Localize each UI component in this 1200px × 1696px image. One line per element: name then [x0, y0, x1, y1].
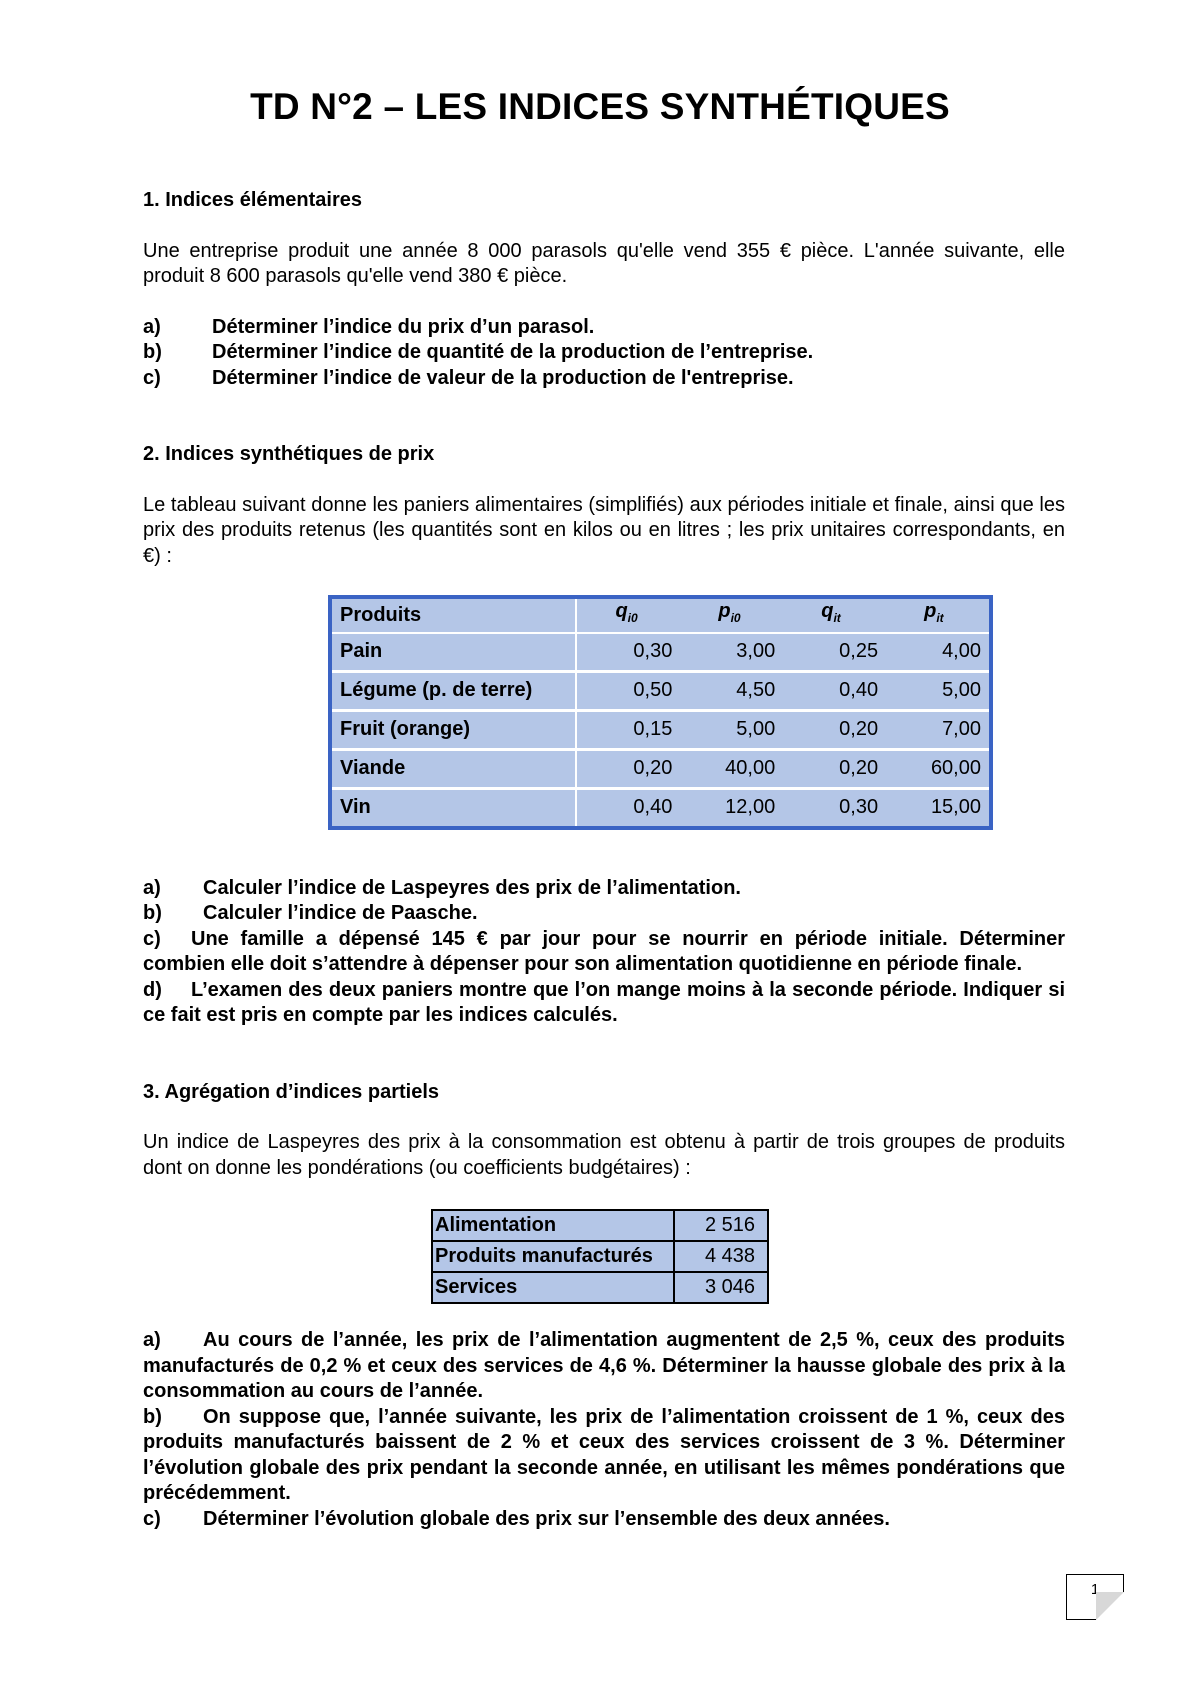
table-row: Légume (p. de terre) 0,50 4,50 0,40 5,00 [332, 671, 989, 710]
table-row: Vin 0,40 12,00 0,30 15,00 [332, 788, 989, 826]
question-2d: d) L’examen des deux paniers montre que l’on mange moins à la seconde période. Indiquer si ce fait est pris en compte par les indices calculés. [143, 978, 1065, 1026]
question-2a: a) Calculer l’indice de Laspeyres des prix de l’alimentation. [143, 876, 741, 899]
question-1a: a) Déterminer l’indice du prix d’un parasol. [143, 315, 595, 338]
table-row: Pain 0,30 3,00 0,25 4,00 [332, 633, 989, 672]
page-fold-icon [1096, 1592, 1124, 1620]
page-title: TD N°2 – LES INDICES SYNTHÉTIQUES [250, 86, 950, 127]
section-2-questions [143, 876, 1065, 1029]
header-qi0: $q_{i0}$ [576, 599, 680, 633]
table-row: Fruit (orange) 0,15 5,00 0,20 7,00 [332, 710, 989, 749]
header-products: Produits [332, 599, 576, 633]
section-2-heading: 2. Indices synthétiques de prix [143, 443, 435, 465]
section-3-intro: Un indice de Laspeyres des prix à la consommation est obtenu à partir de trois groupes de produits dont on donne les pondérations (ou coefficients budgétaires) : [143, 1131, 1065, 1179]
table-row: Services 3 046 [432, 1272, 768, 1303]
weights-table [431, 1209, 769, 1304]
header-qit: $q_{it}$ [783, 599, 886, 633]
header-pi0: $p_{i0}$ [680, 599, 783, 633]
section-1-heading: 1. Indices élémentaires [143, 189, 363, 211]
section-3-heading: 3. Agrégation d’indices partiels [143, 1080, 439, 1103]
section-1-questions [143, 315, 1065, 392]
question-2b: b) Calculer l’indice de Paasche. [143, 902, 478, 924]
question-2c: c) Une famille a dépensé 145 € par jour pour se nourrir en période initiale. Déterminer combien elle doit s’attendre à dépenser pour son alimentation quotidienne en période finale. [143, 927, 1065, 975]
section-2-intro: Le tableau suivant donne les paniers alimentaires (simplifiés) aux périodes initiale et finale, ainsi que les prix des produits retenus (les quantités sont en kilos ou en litres ; les prix unitaires correspondants, en €) : [143, 493, 1065, 567]
question-1b: b) Déterminer l’indice de quantité de la production de l’entreprise. [143, 341, 814, 363]
page-number: 1 [1066, 1574, 1124, 1620]
question-3b: b) On suppose que, l’année suivante, les prix de l’alimentation croissent de 1 %, ceux des produits manufacturés baissent de 2 % et ceux des services croissent de 3 %. Déterminer l’évolution globale des prix pendant la seconde année, en utilisant les mêmes pondérations que précédemment. [143, 1405, 1065, 1504]
table-row: Produits manufacturés 4 438 [432, 1241, 768, 1272]
section-1-intro: Une entreprise produit une année 8 000 parasols qu'elle vend 355 € pièce. L'année suivante, elle produit 8 600 parasols qu'elle vend 380 € pièce. [143, 239, 1065, 287]
section-3-questions [143, 1328, 1065, 1532]
question-3a: a) Au cours de l’année, les prix de l’alimentation augmentent de 2,5 %, ceux des produits manufacturés de 0,2 % et ceux des services de 4,6 %. Déterminer la hausse globale des prix à la consommation au cours de l’année. [143, 1329, 1065, 1402]
table-row: Viande 0,20 40,00 0,20 60,00 [332, 749, 989, 788]
question-3c: c) Déterminer l’évolution globale des prix sur l’ensemble des deux années. [143, 1507, 890, 1530]
price-table [328, 595, 993, 830]
price-table-header [332, 599, 989, 633]
header-pit: $p_{it}$ [886, 599, 989, 633]
document-body [143, 188, 1065, 1532]
table-row: Alimentation 2 516 [432, 1210, 768, 1241]
question-1c: c) Déterminer l’indice de valeur de la production de l'entreprise. [143, 366, 794, 389]
